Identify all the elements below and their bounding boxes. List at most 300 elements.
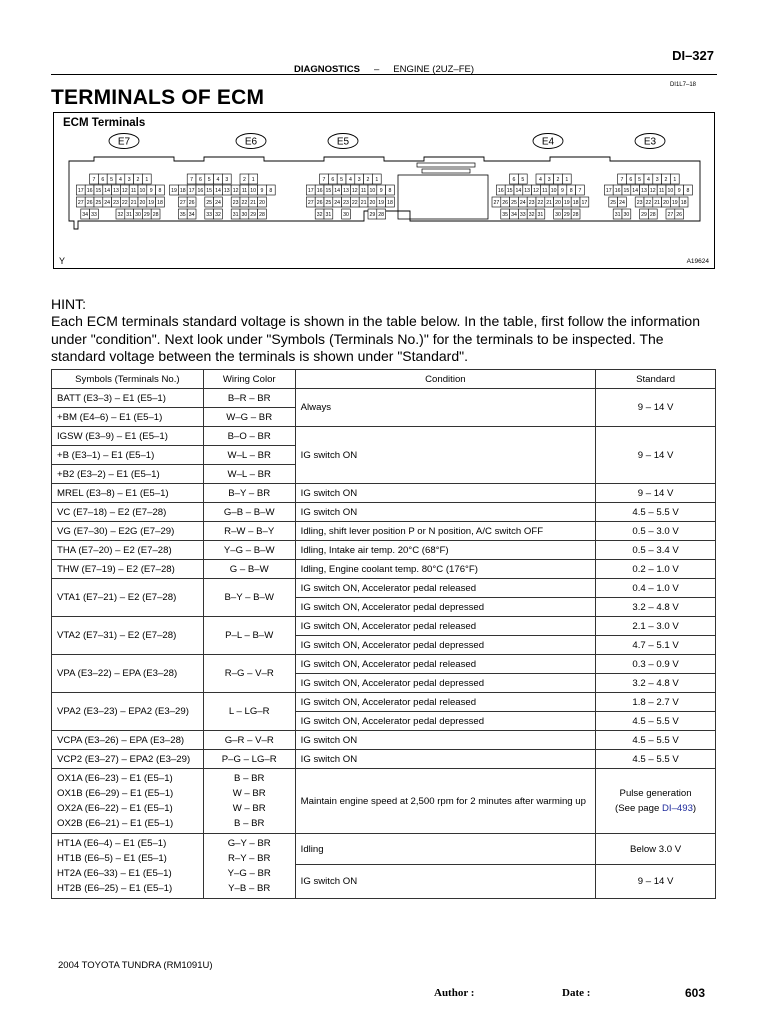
terminal-number: 7 <box>190 177 194 184</box>
terminal-number: 11 <box>360 188 367 195</box>
table-row <box>52 503 716 522</box>
terminal-number: 20 <box>369 200 376 207</box>
connector-diagram <box>54 113 714 268</box>
terminal-number: 32 <box>316 212 323 219</box>
wiring-cell: W–L – BR <box>203 465 295 484</box>
terminal-number: 18 <box>572 200 579 207</box>
terminal-number: 3 <box>127 177 131 184</box>
table-row <box>52 731 716 750</box>
symbol-cell <box>52 834 204 899</box>
terminal-number: 6 <box>101 177 105 184</box>
wiring-cell: Y–G – B–W <box>203 541 295 560</box>
terminal-number: 25 <box>206 200 213 207</box>
wiring-cell: B–R – BR <box>203 389 295 408</box>
terminal-number: 17 <box>77 188 84 195</box>
section-label: DIAGNOSTICS <box>293 64 360 75</box>
condition-cell: Idling, shift lever position P or N position, A/C switch OFF <box>295 522 595 541</box>
terminal-number: 34 <box>82 212 89 219</box>
terminal-number: 31 <box>232 212 239 219</box>
terminal-number: 4 <box>646 177 650 184</box>
standard-cell: 0.5 – 3.0 V <box>596 522 716 541</box>
terminal-number: 24 <box>334 200 341 207</box>
table-header-row <box>52 370 716 389</box>
terminal-number: 15 <box>623 188 630 195</box>
condition-cell: Always <box>295 389 595 427</box>
symbol-line: OX2B (E6–21) – E1 (E5–1) <box>57 818 174 829</box>
condition-cell: IG switch ON, Accelerator pedal depressed <box>295 712 595 731</box>
terminal-number: 5 <box>521 177 525 184</box>
standard-cell: 0.4 – 1.0 V <box>596 579 716 598</box>
page-code: DI–327 <box>672 48 714 63</box>
table-row <box>52 427 716 446</box>
terminal-number: 7 <box>620 177 624 184</box>
terminal-number: 12 <box>232 188 239 195</box>
condition-cell: Idling <box>295 834 595 865</box>
symbol-line: HT1A (E6–4) – E1 (E5–1) <box>57 838 167 849</box>
figure-title: ECM Terminals <box>63 117 146 129</box>
condition-cell: IG switch ON, Accelerator pedal depressed <box>295 636 595 655</box>
terminal-number: 30 <box>241 212 248 219</box>
subsection-label: ENGINE (2UZ–FE) <box>393 64 475 75</box>
terminal-number: 20 <box>663 200 669 207</box>
terminal-number: 21 <box>360 200 367 207</box>
terminal-number: 15 <box>325 188 332 195</box>
terminal-number: 12 <box>121 188 128 195</box>
terminal-number: 29 <box>563 212 570 219</box>
terminal-number: 3 <box>225 177 229 184</box>
terminal-number: 5 <box>207 177 211 184</box>
terminal-number: 35 <box>502 212 509 219</box>
terminal-number: 12 <box>351 188 358 195</box>
symbol-cell: THA (E7–20) – E2 (E7–28) <box>52 541 204 560</box>
wiring-cell: R–W – B–Y <box>203 522 295 541</box>
symbol-cell: VPA (E3–22) – EPA (E3–28) <box>52 655 204 693</box>
symbol-cell: +BM (E4–6) – E1 (E5–1) <box>52 408 204 427</box>
standard-cell: Below 3.0 V <box>596 834 716 865</box>
wiring-line: G–Y – BR <box>227 838 271 849</box>
wiring-cell: P–L – B–W <box>203 617 295 655</box>
terminal-number: 3 <box>357 177 361 184</box>
terminal-number: 28 <box>259 212 265 219</box>
terminal-number: 25 <box>511 200 517 207</box>
table-row <box>52 541 716 560</box>
connector-key <box>422 169 470 173</box>
terminal-number: 27 <box>493 200 500 207</box>
connector-label: E5 <box>336 136 350 148</box>
terminal-number: 14 <box>632 188 639 195</box>
terminal-number: 25 <box>95 200 102 207</box>
terminal-number: 19 <box>171 188 177 195</box>
standard-cell <box>596 769 716 834</box>
page-link[interactable]: DI–493 <box>661 803 693 814</box>
terminal-number: 27 <box>77 200 84 207</box>
header-separator: – <box>373 64 380 75</box>
terminal-number: 15 <box>206 188 213 195</box>
terminal-number: 15 <box>506 188 513 195</box>
terminal-number: 20 <box>259 200 265 207</box>
author-label: Author : <box>434 987 475 999</box>
wiring-cell: W–L – BR <box>203 446 295 465</box>
condition-cell: Idling, Engine coolant temp. 80°C (176°F) <box>295 560 595 579</box>
terminal-number: 28 <box>572 212 579 219</box>
terminal-number: 34 <box>188 212 195 219</box>
terminal-number: 9 <box>260 188 264 195</box>
wiring-line: W – BR <box>232 803 266 814</box>
standard-cell: 0.3 – 0.9 V <box>596 655 716 674</box>
standard-cell: 1.8 – 2.7 V <box>596 693 716 712</box>
standard-cell: 9 – 14 V <box>596 427 716 484</box>
table-row <box>52 750 716 769</box>
table-row <box>52 579 716 598</box>
terminal-number: 7 <box>578 188 582 195</box>
terminal-number: 26 <box>502 200 509 207</box>
terminal-number: 8 <box>388 188 392 195</box>
terminal-number: 25 <box>610 200 617 207</box>
symbol-cell: VG (E7–30) – E2G (E7–29) <box>52 522 204 541</box>
terminal-number: 29 <box>143 212 150 219</box>
terminal-number: 23 <box>232 200 239 207</box>
terminal-number: 18 <box>157 200 163 207</box>
terminal-number: 1 <box>565 177 569 184</box>
terminal-number: 16 <box>614 188 621 195</box>
terminal-number: 30 <box>623 212 630 219</box>
terminal-number: 13 <box>641 188 647 195</box>
terminal-number: 11 <box>130 188 137 195</box>
wiring-line: Y–B – BR <box>228 883 271 894</box>
terminal-number: 26 <box>316 200 323 207</box>
terminal-number: 14 <box>334 188 341 195</box>
wiring-cell: L – LG–R <box>203 693 295 731</box>
doc-code: DI1L7–18 <box>669 82 696 88</box>
condition-cell: IG switch ON <box>295 427 595 484</box>
terminal-number: 24 <box>619 200 625 207</box>
condition-cell: IG switch ON, Accelerator pedal released <box>295 579 595 598</box>
terminal-number: 16 <box>197 188 204 195</box>
terminal-number: 6 <box>198 177 202 184</box>
terminal-number: 9 <box>677 188 681 195</box>
symbol-cell: MREL (E3–8) – E1 (E5–1) <box>52 484 204 503</box>
terminal-number: 18 <box>680 200 687 207</box>
terminal-number: 20 <box>139 200 146 207</box>
condition-cell: Maintain engine speed at 2,500 rpm for 2 minutes after warming up <box>295 769 595 834</box>
center-housing <box>398 175 488 219</box>
standard-cell: 9 – 14 V <box>596 865 716 899</box>
standard-cell: 4.5 – 5.5 V <box>596 712 716 731</box>
reference-prefix: (See page <box>615 803 662 814</box>
terminal-number: 10 <box>139 188 146 195</box>
wiring-cell: B–O – BR <box>203 427 295 446</box>
terminal-number: 23 <box>343 200 349 207</box>
column-header: Standard <box>596 370 716 389</box>
standard-cell: 4.5 – 5.5 V <box>596 750 716 769</box>
symbol-line: OX1A (E6–23) – E1 (E5–1) <box>57 773 173 784</box>
connector-label: E6 <box>244 136 258 148</box>
terminal-number: 19 <box>671 200 678 207</box>
standard-cell: 0.5 – 3.4 V <box>596 541 716 560</box>
symbol-cell: +B (E3–1) – E1 (E5–1) <box>52 446 204 465</box>
wiring-cell <box>203 769 295 834</box>
terminal-number: 21 <box>250 200 257 207</box>
terminal-number: 5 <box>638 177 642 184</box>
terminal-number: 13 <box>113 188 119 195</box>
terminal-number: 5 <box>110 177 114 184</box>
symbol-cell <box>52 769 204 834</box>
column-header: Symbols (Terminals No.) <box>52 370 204 389</box>
terminal-number: 17 <box>307 188 314 195</box>
connector-label: E7 <box>117 136 131 148</box>
terminal-number: 28 <box>152 212 159 219</box>
condition-cell: IG switch ON, Accelerator pedal released <box>295 617 595 636</box>
wiring-line: R–Y – BR <box>227 853 271 864</box>
standard-cell: 9 – 14 V <box>596 389 716 427</box>
terminal-number: 22 <box>241 200 248 207</box>
symbol-line: HT2B (E6–25) – E1 (E5–1) <box>57 883 173 894</box>
terminal-number: 19 <box>563 200 570 207</box>
terminal-number: 32 <box>215 212 221 219</box>
terminal-number: 14 <box>215 188 221 195</box>
terminal-number: 6 <box>629 177 633 184</box>
table-row <box>52 617 716 636</box>
terminal-number: 10 <box>667 188 674 195</box>
terminal-number: 33 <box>91 212 97 219</box>
page-title: TERMINALS OF ECM <box>51 86 265 109</box>
standard-cell: 4.5 – 5.5 V <box>596 731 716 750</box>
standard-cell: 3.2 – 4.8 V <box>596 598 716 617</box>
terminal-number: 16 <box>316 188 323 195</box>
condition-cell: IG switch ON <box>295 503 595 522</box>
terminal-number: 2 <box>366 177 370 184</box>
terminal-number: 12 <box>649 188 656 195</box>
wiring-line: W – BR <box>232 788 266 799</box>
terminal-number: 20 <box>555 200 561 207</box>
header-rule <box>51 74 717 75</box>
terminal-number: 6 <box>331 177 335 184</box>
condition-cell: IG switch ON, Accelerator pedal released <box>295 655 595 674</box>
standard-cell: 4.7 – 5.1 V <box>596 636 716 655</box>
terminal-number: 11 <box>542 188 548 195</box>
terminal-number: 22 <box>537 200 544 207</box>
terminal-number: 18 <box>179 188 186 195</box>
symbol-cell: VPA2 (E3–23) – EPA2 (E3–29) <box>52 693 204 731</box>
terminal-number: 17 <box>605 188 612 195</box>
terminal-number: 1 <box>375 177 379 184</box>
terminal-number: 4 <box>348 177 352 184</box>
symbol-line: HT1B (E6–5) – E1 (E5–1) <box>57 853 167 864</box>
terminal-number: 31 <box>614 212 621 219</box>
terminal-number: 31 <box>325 212 332 219</box>
terminal-number: 27 <box>307 200 314 207</box>
wiring-cell: B–Y – BR <box>203 484 295 503</box>
terminal-number: 33 <box>519 212 526 219</box>
terminal-number: 23 <box>113 200 119 207</box>
terminal-number: 16 <box>86 188 93 195</box>
footer-model: 2004 TOYOTA TUNDRA (RM1091U) <box>58 960 213 971</box>
page-reference <box>601 801 710 816</box>
terminal-number: 4 <box>118 177 122 184</box>
terminal-number: 17 <box>188 188 195 195</box>
terminal-number: 10 <box>250 188 257 195</box>
terminal-number: 26 <box>86 200 93 207</box>
terminal-number: 30 <box>343 212 349 219</box>
wiring-cell <box>203 834 295 899</box>
terminal-number: 16 <box>497 188 504 195</box>
standard-cell: 0.2 – 1.0 V <box>596 560 716 579</box>
terminal-number: 7 <box>322 177 326 184</box>
table-row <box>52 834 716 865</box>
reference-suffix: ) <box>692 803 697 814</box>
terminal-number: 24 <box>104 200 111 207</box>
terminal-number: 22 <box>645 200 652 207</box>
terminal-number: 4 <box>538 177 542 184</box>
terminal-number: 8 <box>569 188 573 195</box>
ecm-terminal-figure <box>53 112 715 269</box>
table-row <box>52 484 716 503</box>
condition-cell: IG switch ON <box>295 865 595 899</box>
symbol-cell: VC (E7–18) – E2 (E7–28) <box>52 503 204 522</box>
terminal-number: 29 <box>250 212 257 219</box>
terminal-number: 2 <box>664 177 668 184</box>
column-header: Wiring Color <box>203 370 295 389</box>
table-row <box>52 655 716 674</box>
table-row <box>52 769 716 834</box>
hint-text: Each ECM terminals standard voltage is shown in the table below. In the table, first follow the information under "condition". Next look under "Symbols (Terminals No.)" for the terminals to be inspected. The standard voltage between the terminals is shown under "Standard". <box>51 313 701 364</box>
terminal-number: 28 <box>378 212 385 219</box>
symbol-cell: IGSW (E3–9) – E1 (E5–1) <box>52 427 204 446</box>
terminal-number: 10 <box>550 188 557 195</box>
terminal-number: 8 <box>269 188 273 195</box>
terminal-number: 8 <box>686 188 690 195</box>
terminal-number: 27 <box>179 200 186 207</box>
terminal-number: 21 <box>654 200 661 207</box>
connector-key <box>417 163 475 167</box>
symbol-line: HT2A (E6–33) – E1 (E5–1) <box>57 868 172 879</box>
terminal-number: 7 <box>92 177 96 184</box>
standard-cell: 2.1 – 3.0 V <box>596 617 716 636</box>
terminal-number: 26 <box>676 212 683 219</box>
terminal-number: 29 <box>641 212 647 219</box>
condition-cell: Idling, Intake air temp. 20°C (68°F) <box>295 541 595 560</box>
figure-code: A19624 <box>686 258 709 265</box>
terminal-number: 19 <box>378 200 385 207</box>
standard-line: Pulse generation <box>619 788 692 799</box>
wiring-line: Y–G – BR <box>227 868 271 879</box>
terminal-number: 13 <box>343 188 349 195</box>
terminal-number: 21 <box>130 200 137 207</box>
terminal-number: 18 <box>387 200 393 207</box>
figure-corner-mark: Y <box>59 256 66 266</box>
date-label: Date : <box>562 987 591 999</box>
terminal-number: 14 <box>515 188 522 195</box>
standard-cell: 3.2 – 4.8 V <box>596 674 716 693</box>
terminal-number: 27 <box>667 212 674 219</box>
terminal-number: 8 <box>158 188 162 195</box>
connector-label: E4 <box>541 136 555 148</box>
symbol-line: OX2A (E6–22) – E1 (E5–1) <box>57 803 173 814</box>
wiring-line: B – BR <box>234 773 265 784</box>
terminal-number: 31 <box>537 212 544 219</box>
terminal-number: 30 <box>555 212 561 219</box>
terminal-number: 32 <box>528 212 535 219</box>
symbol-cell: +B2 (E3–2) – E1 (E5–1) <box>52 465 204 484</box>
terminal-number: 24 <box>519 200 526 207</box>
ecm-voltage-table <box>51 369 716 899</box>
condition-cell: IG switch ON, Accelerator pedal depressed <box>295 674 595 693</box>
terminal-number: 13 <box>223 188 230 195</box>
terminal-number: 9 <box>149 188 153 195</box>
terminal-number: 21 <box>546 200 553 207</box>
terminal-number: 11 <box>241 188 248 195</box>
condition-cell: IG switch ON, Accelerator pedal depressed <box>295 598 595 617</box>
table-row <box>52 560 716 579</box>
terminal-number: 4 <box>216 177 220 184</box>
terminal-number: 25 <box>325 200 332 207</box>
terminal-number: 26 <box>188 200 195 207</box>
condition-cell: IG switch ON, Accelerator pedal released <box>295 693 595 712</box>
symbol-cell: VTA1 (E7–21) – E2 (E7–28) <box>52 579 204 617</box>
terminal-number: 1 <box>673 177 677 184</box>
wiring-line: B – BR <box>234 818 265 829</box>
terminal-number: 2 <box>242 177 246 184</box>
terminal-number: 11 <box>658 188 665 195</box>
standard-cell: 9 – 14 V <box>596 484 716 503</box>
table-row <box>52 693 716 712</box>
terminal-number: 6 <box>512 177 516 184</box>
terminal-number: 12 <box>533 188 539 195</box>
terminal-number: 32 <box>117 212 124 219</box>
symbol-cell: VCP2 (E3–27) – EPA2 (E3–29) <box>52 750 204 769</box>
terminal-number: 17 <box>581 200 588 207</box>
terminal-number: 23 <box>528 200 535 207</box>
symbol-cell: BATT (E3–3) – E1 (E5–1) <box>52 389 204 408</box>
wiring-cell: G–B – B–W <box>203 503 295 522</box>
symbol-cell: VCPA (E3–26) – EPA (E3–28) <box>52 731 204 750</box>
symbol-cell: VTA2 (E7–31) – E2 (E7–28) <box>52 617 204 655</box>
wiring-cell: W–G – BR <box>203 408 295 427</box>
terminal-number: 5 <box>340 177 344 184</box>
terminal-number: 3 <box>655 177 659 184</box>
terminal-number: 1 <box>145 177 149 184</box>
terminal-number: 35 <box>179 212 186 219</box>
wiring-cell: B–Y – B–W <box>203 579 295 617</box>
terminal-number: 28 <box>649 212 656 219</box>
column-header: Condition <box>295 370 595 389</box>
terminal-number: 23 <box>636 200 643 207</box>
terminal-number: 2 <box>136 177 140 184</box>
terminal-number: 22 <box>121 200 128 207</box>
terminal-number: 13 <box>524 188 531 195</box>
terminal-number: 29 <box>369 212 376 219</box>
terminal-number: 30 <box>135 212 141 219</box>
terminal-number: 9 <box>560 188 564 195</box>
standard-cell: 4.5 – 5.5 V <box>596 503 716 522</box>
wiring-cell: G–R – V–R <box>203 731 295 750</box>
terminal-number: 10 <box>369 188 376 195</box>
terminal-number: 34 <box>511 212 517 219</box>
symbol-line: OX1B (E6–29) – E1 (E5–1) <box>57 788 174 799</box>
terminal-number: 19 <box>148 200 155 207</box>
wiring-cell: R–G – V–R <box>203 655 295 693</box>
terminal-number: 2 <box>556 177 560 184</box>
terminal-number: 24 <box>215 200 221 207</box>
hint-label: HINT: <box>51 296 86 312</box>
wiring-cell: G – B–W <box>203 560 295 579</box>
condition-cell: IG switch ON <box>295 731 595 750</box>
terminal-number: 31 <box>126 212 133 219</box>
wiring-cell: P–G – LG–R <box>203 750 295 769</box>
table-row <box>52 389 716 408</box>
condition-cell: IG switch ON <box>295 750 595 769</box>
terminal-number: 1 <box>251 177 255 184</box>
